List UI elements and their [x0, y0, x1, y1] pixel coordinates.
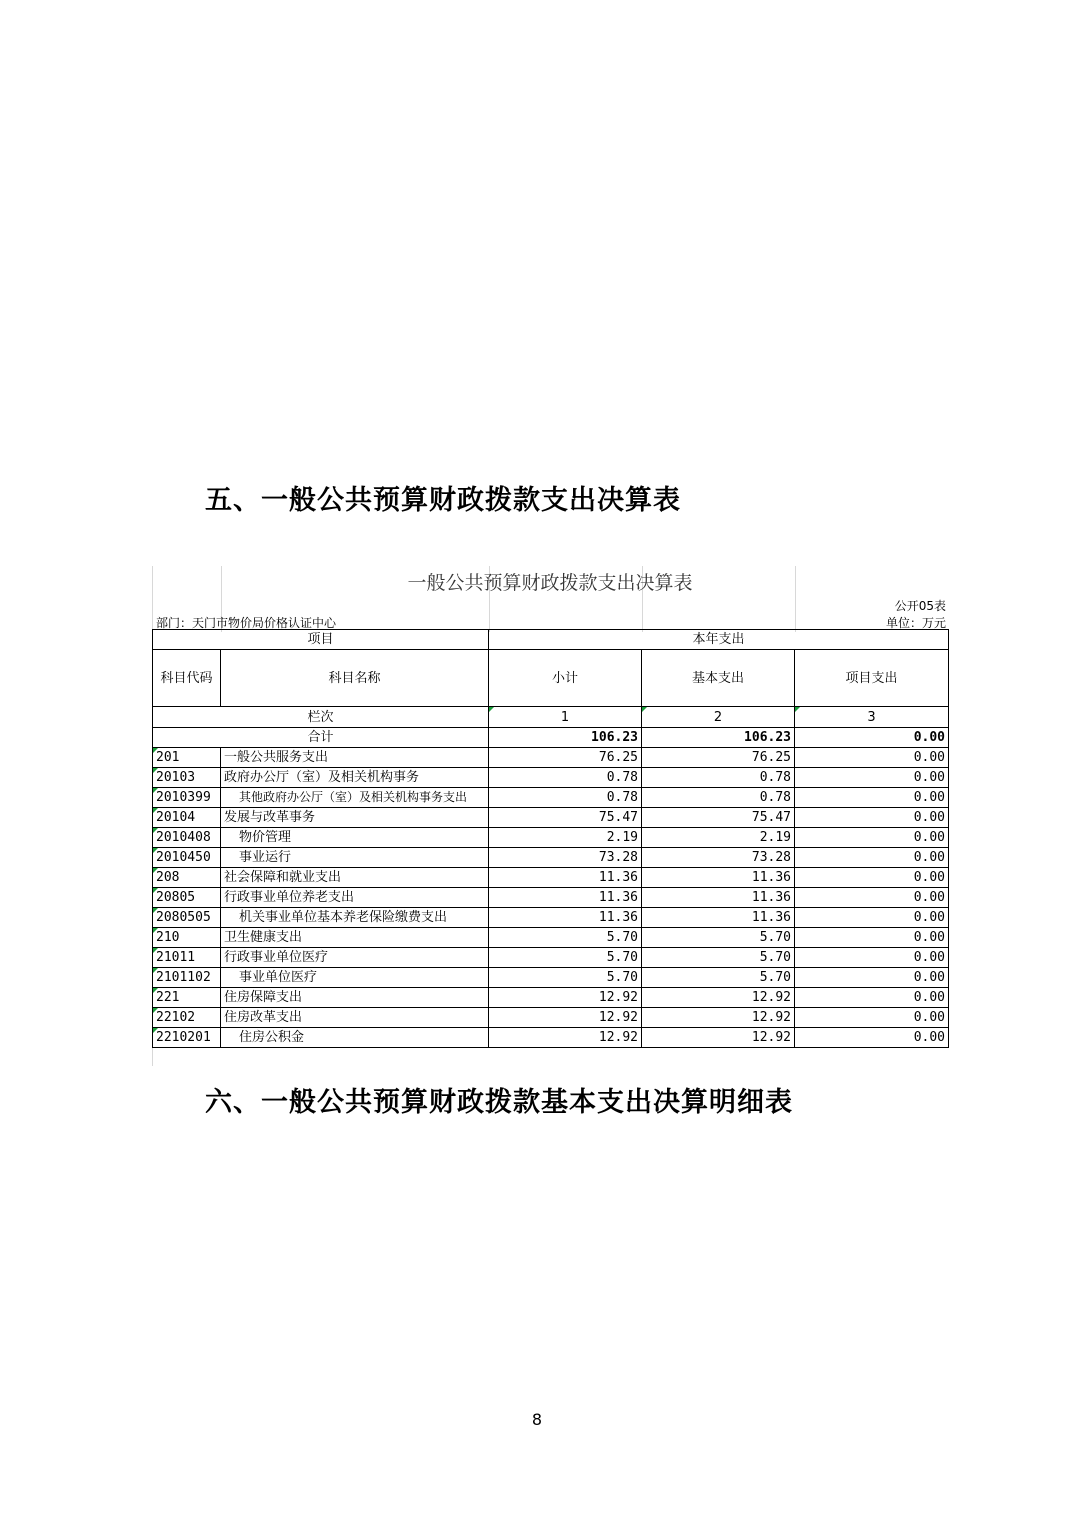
row-subtotal: 12.92: [489, 1008, 642, 1028]
row-project: 0.00: [795, 808, 949, 828]
row-code: 201: [153, 748, 221, 768]
row-name: 事业单位医疗: [221, 968, 489, 988]
row-code: 210: [153, 928, 221, 948]
table-row: [153, 748, 949, 768]
row-subtotal: 76.25: [489, 748, 642, 768]
expenditure-table: [152, 629, 949, 1048]
row-project: 0.00: [795, 788, 949, 808]
row-basic: 5.70: [642, 948, 795, 968]
row-basic: 11.36: [642, 908, 795, 928]
row-basic: 2.19: [642, 828, 795, 848]
row-project: 0.00: [795, 988, 949, 1008]
table-row: [153, 868, 949, 888]
total-basic: 106.23: [642, 728, 795, 748]
row-code: 2010408: [153, 828, 221, 848]
row-name: 事业运行: [221, 848, 489, 868]
table-row: [153, 948, 949, 968]
table-row: [153, 768, 949, 788]
table-row: [153, 788, 949, 808]
row-basic: 76.25: [642, 748, 795, 768]
row-project: 0.00: [795, 888, 949, 908]
section-heading-5: 五、一般公共预算财政拨款支出决算表: [205, 485, 681, 516]
colno-label: 栏次: [153, 707, 489, 728]
total-subtotal: 106.23: [489, 728, 642, 748]
row-subtotal: 5.70: [489, 948, 642, 968]
table-row: [153, 928, 949, 948]
row-code: 2010450: [153, 848, 221, 868]
row-name: 行政事业单位医疗: [221, 948, 489, 968]
table-row: [153, 1008, 949, 1028]
header-row-1: [153, 630, 949, 650]
row-code: 22102: [153, 1008, 221, 1028]
row-name: 机关事业单位基本养老保险缴费支出: [221, 908, 489, 928]
table-row: [153, 908, 949, 928]
total-project: 0.00: [795, 728, 949, 748]
row-code: 21011: [153, 948, 221, 968]
row-code: 20103: [153, 768, 221, 788]
row-basic: 12.92: [642, 1028, 795, 1048]
row-project: 0.00: [795, 748, 949, 768]
header-project: 项目: [153, 630, 489, 650]
row-subtotal: 11.36: [489, 888, 642, 908]
row-name: 住房保障支出: [221, 988, 489, 1008]
row-basic: 5.70: [642, 928, 795, 948]
header-project-exp: 项目支出: [795, 650, 949, 707]
header-row-2: [153, 650, 949, 707]
table-row: [153, 888, 949, 908]
row-project: 0.00: [795, 768, 949, 788]
row-project: 0.00: [795, 928, 949, 948]
row-subtotal: 5.70: [489, 968, 642, 988]
row-code: 208: [153, 868, 221, 888]
total-row: [153, 728, 949, 748]
row-code: 2080505: [153, 908, 221, 928]
row-name: 其他政府办公厅（室）及相关机构事务支出: [221, 788, 489, 808]
row-code: 221: [153, 988, 221, 1008]
row-name: 政府办公厅（室）及相关机构事务: [221, 768, 489, 788]
row-name: 卫生健康支出: [221, 928, 489, 948]
row-subtotal: 2.19: [489, 828, 642, 848]
row-subtotal: 12.92: [489, 988, 642, 1008]
row-code: 2210201: [153, 1028, 221, 1048]
row-subtotal: 5.70: [489, 928, 642, 948]
row-code: 2010399: [153, 788, 221, 808]
table-row: [153, 1028, 949, 1048]
row-basic: 12.92: [642, 1008, 795, 1028]
row-project: 0.00: [795, 1028, 949, 1048]
row-name: 发展与改革事务: [221, 808, 489, 828]
header-name: 科目名称: [221, 650, 489, 707]
unit-label: 单位：万元: [885, 616, 946, 630]
row-subtotal: 11.36: [489, 908, 642, 928]
row-code: 20104: [153, 808, 221, 828]
table-row: [153, 968, 949, 988]
sheet-title: 一般公共预算财政拨款支出决算表: [407, 572, 693, 594]
header-subtotal: 小计: [489, 650, 642, 707]
row-name: 住房改革支出: [221, 1008, 489, 1028]
row-name: 社会保障和就业支出: [221, 868, 489, 888]
row-project: 0.00: [795, 868, 949, 888]
table-row: [153, 848, 949, 868]
row-project: 0.00: [795, 828, 949, 848]
row-basic: 0.78: [642, 768, 795, 788]
total-label: 合计: [153, 728, 489, 748]
row-name: 住房公积金: [221, 1028, 489, 1048]
row-project: 0.00: [795, 848, 949, 868]
row-code: 20805: [153, 888, 221, 908]
row-basic: 11.36: [642, 888, 795, 908]
form-number: 公开05表: [894, 599, 946, 613]
row-subtotal: 0.78: [489, 768, 642, 788]
row-name: 物价管理: [221, 828, 489, 848]
row-basic: 5.70: [642, 968, 795, 988]
table-row: [153, 988, 949, 1008]
row-name: 一般公共服务支出: [221, 748, 489, 768]
header-code: 科目代码: [153, 650, 221, 707]
row-project: 0.00: [795, 968, 949, 988]
row-subtotal: 11.36: [489, 868, 642, 888]
row-basic: 12.92: [642, 988, 795, 1008]
header-basic: 基本支出: [642, 650, 795, 707]
colno-2: 2: [642, 707, 795, 728]
colno-3: 3: [795, 707, 949, 728]
table-row: [153, 828, 949, 848]
department-label: 部门：天门市物价局价格认证中心: [156, 616, 337, 630]
row-basic: 75.47: [642, 808, 795, 828]
row-subtotal: 73.28: [489, 848, 642, 868]
section-heading-6: 六、一般公共预算财政拨款基本支出决算明细表: [205, 1087, 793, 1118]
row-project: 0.00: [795, 908, 949, 928]
row-project: 0.00: [795, 1008, 949, 1028]
page-number: 8: [531, 1410, 543, 1429]
row-basic: 0.78: [642, 788, 795, 808]
row-name: 行政事业单位养老支出: [221, 888, 489, 908]
colno-1: 1: [489, 707, 642, 728]
row-basic: 73.28: [642, 848, 795, 868]
row-subtotal: 12.92: [489, 1028, 642, 1048]
row-subtotal: 75.47: [489, 808, 642, 828]
header-current-year: 本年支出: [489, 630, 949, 650]
row-basic: 11.36: [642, 868, 795, 888]
row-subtotal: 0.78: [489, 788, 642, 808]
row-project: 0.00: [795, 948, 949, 968]
column-number-row: [153, 707, 949, 728]
table-row: [153, 808, 949, 828]
row-code: 2101102: [153, 968, 221, 988]
